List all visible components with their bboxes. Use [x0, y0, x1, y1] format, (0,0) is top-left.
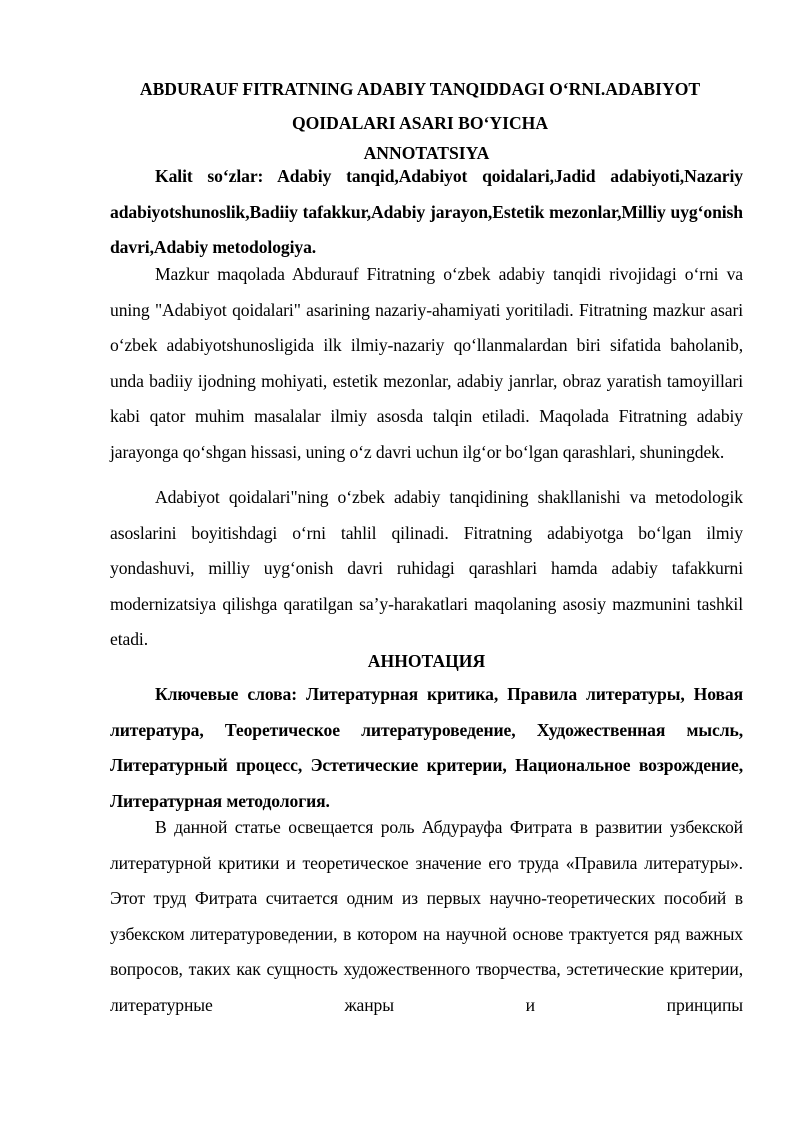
ru-abstract-paragraph-1: В данной статье освещается роль Абдурауфа Фитрата в развитии узбекской литературной критики и теоретическое значение его труда «Правила литературы». Этот труд Фитрата считается одним из первых научно-теоретических пособий в узбекском литературоведении, в котором на научной основе трактуется ряд важных вопросов, таких как сущность художественного творчества, эстетические критерии, литературные жанры и принципы: [110, 817, 743, 1015]
title-line-2: QOIDALARI ASARI BO‘YICHA: [291, 113, 549, 133]
ru-keywords: Ключевые слова: Литературная критика, Правила литературы, Новая литература, Теоретическое литературоведение, Художественная мысль, Литературный процесс, Эстетические критерии, Национальное возрождение, Литературная методология.: [110, 684, 743, 811]
uz-abstract-heading: ANNOTATSIYA: [363, 143, 490, 163]
article-title: [100, 72, 740, 140]
uz-abstract-paragraph-2: Adabiyot qoidalari"ning o‘zbek adabiy tanqidining shakllanishi va metodologik asoslarini boyitishdagi o‘rni tahlil qilinadi. Fitratning adabiyotga bo‘lgan ilmiy yondashuvi, milliy uyg‘onish davri ruhidagi qarashlari hamda adabiy tafakkurni modernizatsiya qilishga qaratilgan sa’y-harakatlari maqolaning asosiy mazmunini tashkil etadi.: [110, 487, 743, 649]
ru-abstract-heading: АННОТАЦИЯ: [367, 651, 486, 671]
uz-keywords: Kalit so‘zlar: Adabiy tanqid,Adabiyot qoidalari,Jadid adabiyoti,Nazariy adabiyotshunoslik,Badiiy tafakkur,Adabiy jarayon,Estetik mezonlar,Milliy uyg‘onish davri,Adabiy metodologiya.: [110, 166, 743, 257]
title-line-1: ABDURAUF FITRATNING ADABIY TANQIDDAGI O‘RNI.ADABIYOT: [139, 79, 701, 99]
uz-abstract-paragraph-1: Mazkur maqolada Abdurauf Fitratning o‘zbek adabiy tanqidi rivojidagi o‘rni va uning "Adabiyot qoidalari" asarining nazariy-ahamiyati yoritiladi. Fitratning mazkur asari o‘zbek adabiyotshunosligida ilk ilmiy-nazariy qo‘llanmalardan biri sifatida baholanib, unda badiiy ijodning mohiyati, estetik mezonlar, adabiy janrlar, obraz yaratish tamoyillari kabi qator muhim masalalar ilmiy asosda talqin etiladi. Maqolada Fitratning adabiy jarayonga qo‘shgan hissasi, uning o‘z davri uchun ilg‘or bo‘lgan qarashlari, shuningdek.: [110, 264, 743, 462]
